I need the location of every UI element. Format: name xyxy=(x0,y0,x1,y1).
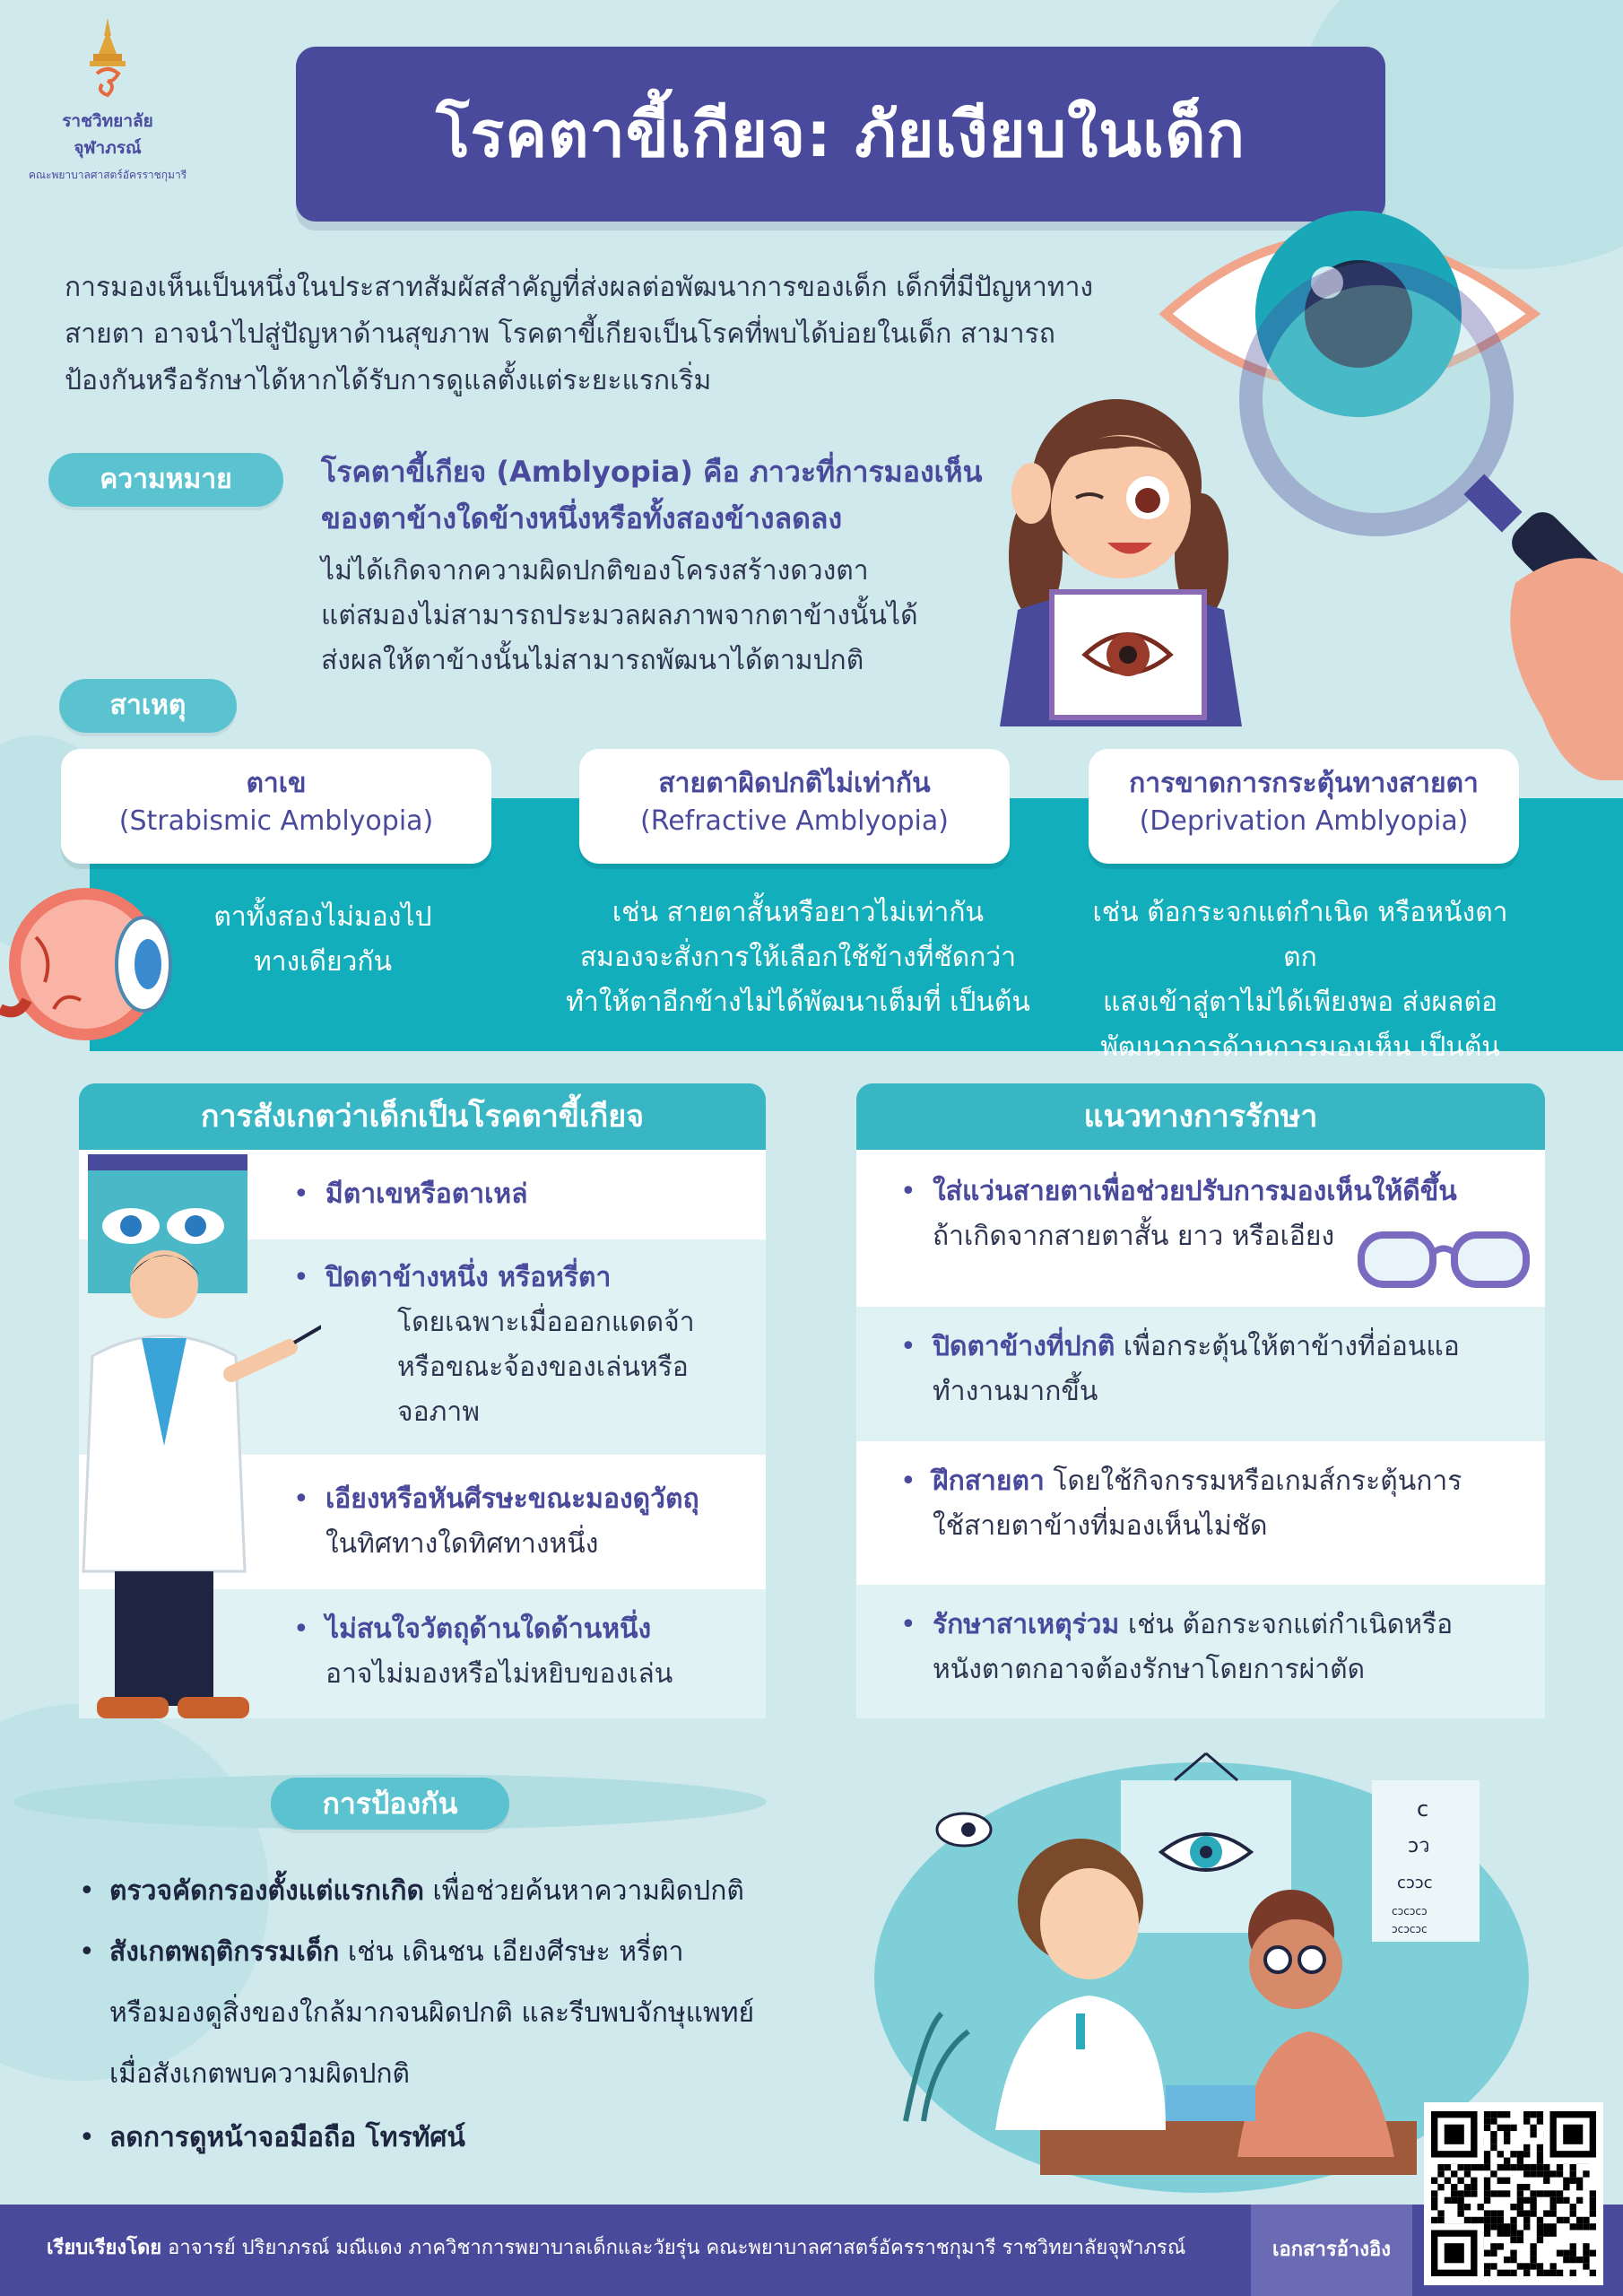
observation-item xyxy=(293,1256,695,1435)
cause-card-deprivation xyxy=(1089,749,1519,864)
intro-line: ป้องกันหรือรักษาได้หากได้รับการดูแลตั้งแต่ระยะแรกเริ่ม xyxy=(65,365,712,396)
treatment-item-tail: โดยใช้กิจกรรมหรือเกมส์กระตุ้นการ xyxy=(1044,1465,1462,1497)
cause-title: การขาดการกระตุ้นทางสายตา xyxy=(1129,768,1479,799)
doctor-with-pointer-illustration xyxy=(79,1150,321,1718)
causes-label: สาเหตุ xyxy=(59,679,237,733)
prevention-item-bold: ลดการดูหน้าจอมือถือ โทรทัศน์ xyxy=(109,2122,465,2153)
observation-item-bold: มีตาเขหรือตาเหล่ xyxy=(325,1178,528,1210)
treatment-panel xyxy=(856,1150,1545,1718)
observation-item-detail: อาจไม่มองหรือไม่หยิบของเล่น xyxy=(325,1658,673,1690)
treatment-item-bold: ปิดตาข้างที่ปกติ xyxy=(933,1331,1115,1362)
treatment-item-detail: ทำงานมากขึ้น xyxy=(933,1376,1098,1407)
prevention-item xyxy=(79,2108,465,2169)
treatment-item-detail: ถ้าเกิดจากสายตาสั้น ยาว หรือเอียง xyxy=(933,1221,1335,1252)
observation-panel xyxy=(79,1150,766,1718)
cause-subtitle: (Strabismic Amblyopia) xyxy=(118,805,434,837)
bullet-icon: • xyxy=(900,1465,916,1497)
cause-card-refractive xyxy=(579,749,1010,864)
definition-body xyxy=(321,549,1038,683)
eye-chart-row: cɔɔc xyxy=(1397,1874,1433,1892)
qr-code-icon xyxy=(1431,2109,1596,2278)
treatment-item-tail: เช่น ต้อกระจกแต่กำเนิดหรือ xyxy=(1119,1609,1454,1640)
cause-card-strabismic xyxy=(61,749,491,864)
treatment-panel-title: แนวทางการรักษา xyxy=(856,1083,1545,1150)
institution-logo xyxy=(18,18,197,184)
observation-item-bold: ปิดตาข้างหนึ่ง หรือหรี่ตา xyxy=(325,1262,612,1293)
eyeglasses-icon xyxy=(1354,1222,1533,1293)
definition-heading-line: ของตาข้างใดข้างหนึ่งหรือทั้งสองข้างลดลง xyxy=(321,501,843,535)
observation-item xyxy=(293,1172,528,1217)
eye-chart-row: ɔcɔcɔc xyxy=(1392,1923,1428,1935)
intro-paragraph xyxy=(65,265,1167,404)
page-title: โรคตาขี้เกียจ: ภัยเงียบในเด็ก xyxy=(436,98,1245,171)
prevention-item-detail: เมื่อสังเกตพบความผิดปกติ xyxy=(109,2058,411,2090)
meaning-label: ความหมาย xyxy=(48,453,283,507)
footer-credit xyxy=(47,2231,1185,2263)
cause-subtitle: (Deprivation Amblyopia) xyxy=(1139,805,1469,837)
bullet-icon: • xyxy=(293,1483,309,1515)
observation-item-detail: โดยเฉพาะเมื่อออกแดดจ้า xyxy=(397,1307,695,1338)
prevention-item-bold: ตรวจคัดกรองตั้งแต่แรกเกิด xyxy=(109,1875,424,1907)
definition-heading-line: โรคตาขี้เกียจ (Amblyopia) คือ ภาวะที่การมองเห็น xyxy=(321,455,983,489)
bullet-icon: • xyxy=(79,1936,95,1968)
cause-description-line: เช่น ต้อกระจกแต่กำเนิด หรือหนังตาตก xyxy=(1092,897,1508,973)
intro-line: สายตา อาจนำไปสู่ปัญหาด้านสุขภาพ โรคตาขี้เกียจเป็นโรคที่พบได้บ่อยในเด็ก สามารถ xyxy=(65,318,1055,350)
prevention-item-bold: สังเกตพฤติกรรมเด็ก xyxy=(109,1936,340,1968)
treatment-item-detail: ใช้สายตาข้างที่มองเห็นไม่ชัด xyxy=(933,1510,1268,1542)
treatment-item xyxy=(900,1459,1462,1549)
observation-item-bold: ไม่สนใจวัตถุด้านใดด้านหนึ่ง xyxy=(325,1613,652,1645)
definition-body-line: ไม่ได้เกิดจากความผิดปกติของโครงสร้างดวงตา xyxy=(321,555,869,587)
cause-description-line: แสงเข้าสู่ตาไม่ได้เพียงพอ ส่งผลต่อ xyxy=(1103,987,1497,1018)
eye-chart-row: c xyxy=(1417,1796,1429,1822)
cause-description xyxy=(538,891,1058,1025)
bullet-icon: • xyxy=(79,1875,95,1907)
reference-label: เอกสารอ้างอิง xyxy=(1251,2205,1412,2296)
footer-credit-label: เรียบเรียงโดย xyxy=(47,2237,162,2259)
cause-description-line: สมองจะสั่งการให้เลือกใช้ข้างที่ชัดกว่า xyxy=(579,942,1017,973)
cause-description-line: พัฒนาการด้านการมองเห็น เป็นต้น xyxy=(1100,1031,1500,1063)
definition-body-line: ส่งผลให้ตาข้างนั้นไม่สามารถพัฒนาได้ตามปกติ xyxy=(321,645,864,676)
bullet-icon: • xyxy=(79,2122,95,2153)
logo-line-1: ราชวิทยาลัย xyxy=(62,111,153,131)
treatment-item xyxy=(900,1325,1460,1414)
prevention-item-detail: หรือมองดูสิ่งของใกล้มากจนผิดปกติ และรีบพบจักษุแพทย์ xyxy=(109,1997,755,2029)
observation-item-detail: จอภาพ xyxy=(397,1396,480,1428)
reference-qr-code[interactable] xyxy=(1424,2102,1603,2285)
prevention-label: การป้องกัน xyxy=(271,1778,509,1830)
footer-credit-text: อาจารย์ ปริยาภรณ์ มณีแดง ภาควิชาการพยาบาลเด็กและวัยรุ่น คณะพยาบาลศาสตร์อัครราชกุมารี ราชวิทยาลัยจุฬาภรณ์ xyxy=(161,2237,1186,2259)
treatment-item-bold: รักษาสาเหตุร่วม xyxy=(933,1609,1120,1640)
cause-description xyxy=(170,895,475,985)
eye-chart-row: ɔว xyxy=(1408,1835,1430,1857)
definition-heading xyxy=(321,448,1038,542)
treatment-item-detail: หนังตาตกอาจต้องรักษาโดยการผ่าตัด xyxy=(933,1654,1366,1685)
bullet-icon: • xyxy=(293,1178,309,1210)
prevention-item-tail: เพื่อช่วยค้นหาความผิดปกติ xyxy=(423,1875,744,1907)
logo-line-2: จุฬาภรณ์ xyxy=(74,138,142,158)
definition-body-line: แต่สมองไม่สามารถประมวลผลภาพจากตาข้างนั้นได้ xyxy=(321,600,918,631)
eye-chart-row: cɔcɔcɔ xyxy=(1392,1905,1428,1918)
eyeball-anatomy-icon xyxy=(0,874,179,1054)
cause-description-line: เช่น สายตาสั้นหรือยาวไม่เท่ากัน xyxy=(612,897,985,928)
bullet-icon: • xyxy=(293,1262,309,1293)
treatment-item-bold: ฝึกสายตา xyxy=(933,1465,1045,1497)
cause-title: สายตาผิดปกติไม่เท่ากัน xyxy=(658,768,931,799)
observation-item xyxy=(293,1477,699,1567)
prevention-item xyxy=(79,1861,744,1922)
prevention-item-tail: เช่น เดินชน เอียงศีรษะ หรี่ตา xyxy=(339,1936,684,1968)
cause-description-line: ทำให้ตาอีกข้างไม่ได้พัฒนาเต็มที่ เป็นต้น xyxy=(566,987,1030,1018)
prevention-item xyxy=(79,1922,755,2105)
observation-item-detail: หรือขณะจ้องของเล่นหรือ xyxy=(397,1352,689,1383)
observation-panel-title: การสังเกตว่าเด็กเป็นโรคตาขี้เกียจ xyxy=(79,1083,766,1150)
cause-description xyxy=(1076,891,1524,1070)
cause-subtitle: (Refractive Amblyopia) xyxy=(640,805,949,837)
treatment-item-bold: ใส่แว่นสายตาเพื่อช่วยปรับการมองเห็นให้ดีขึ้น xyxy=(933,1176,1457,1207)
bullet-icon: • xyxy=(900,1176,916,1207)
observation-item-bold: เอียงหรือหันศีรษะขณะมองดูวัตถุ xyxy=(325,1483,699,1515)
crown-emblem-icon xyxy=(81,18,135,99)
treatment-item-tail: เพื่อกระตุ้นให้ตาข้างที่อ่อนแอ xyxy=(1115,1331,1460,1362)
observation-item xyxy=(293,1607,673,1697)
observation-item-detail: ในทิศทางใดทิศทางหนึ่ง xyxy=(325,1528,599,1560)
bullet-icon: • xyxy=(293,1613,309,1645)
intro-line: การมองเห็นเป็นหนึ่งในประสาทสัมผัสสำคัญที่ส่งผลต่อพัฒนาการของเด็ก เด็กที่มีปัญหาทาง xyxy=(65,272,1094,303)
bullet-icon: • xyxy=(900,1609,916,1640)
cause-description-line: ทางเดียวกัน xyxy=(253,946,393,978)
treatment-item xyxy=(900,1603,1454,1692)
logo-line-3: คณะพยาบาลศาสตร์อัครราชกุมารี xyxy=(28,169,187,181)
bullet-icon: • xyxy=(900,1331,916,1362)
cause-title: ตาเข xyxy=(246,768,307,799)
cause-description-line: ตาทั้งสองไม่มองไป xyxy=(213,901,432,933)
